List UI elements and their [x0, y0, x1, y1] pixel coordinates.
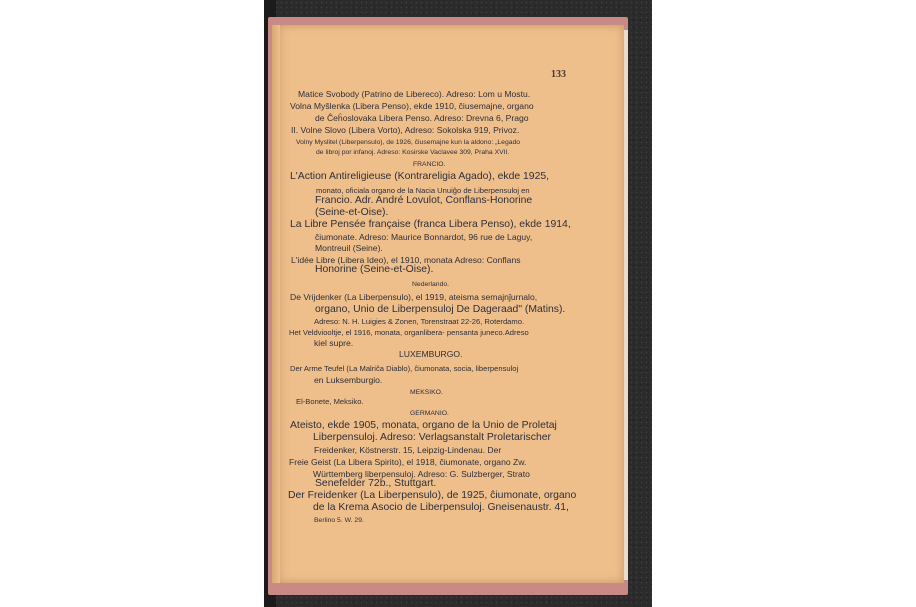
entry-line: Berlino 5. W. 29.: [314, 517, 364, 524]
section-heading-nederlando: Nederlando.: [412, 281, 450, 288]
entry-line: Honorine (Seine-et-Oise).: [315, 264, 434, 275]
entry-line: Der Arme Teufel (La Malriĉa Diablo), ĉiumonata, socia, liberpensuloj: [290, 364, 519, 373]
entry-line: La Libre Pensée française (franca Libera Penso), ekde 1914,: [290, 219, 571, 230]
entry-line: de libroj por infanoj. Adreso: Kosirske Vaclavee 309, Praha XVII.: [316, 149, 510, 156]
entry-line: (Seine-et-Oise).: [315, 207, 389, 218]
entry-line: de Ĉeĥoslovaka Libera Penso. Adreso: Drevna 6, Prago: [315, 113, 529, 123]
entry-line: Liberpensuloj. Adreso: Verlagsanstalt Proletarischer: [313, 432, 551, 443]
entry-line: Montreuil (Seine).: [315, 243, 383, 253]
section-heading-francio: FRANCIO.: [413, 161, 446, 168]
section-heading-meksiko: MEKSIKO.: [410, 389, 443, 396]
entry-line: organo, Unio de Liberpensuloj De Dageraad" (Matins).: [315, 304, 566, 315]
entry-line: Ateisto, ekde 1905, monata, organo de la Unio de Proletaj: [290, 420, 557, 431]
entry-line: Freie Geist (La Libera Spirito), el 1918, ĉiumonate, organo Zw.: [289, 457, 527, 467]
entry-line: Württemberg liberpensuloj. Adreso: G. Sulzberger, Strato: [313, 469, 530, 479]
entry-line: II. Volne Slovo (Libera Vorto), Adreso: Sokolska 919, Privoz.: [291, 125, 520, 135]
entry-line: Matice Svobody (Patrino de Libereco). Adreso: Lom u Mostu.: [298, 89, 531, 99]
entry-line: ĉiumonate. Adreso: Maurice Bonnardot, 96 rue de Laguy,: [315, 232, 533, 242]
page-fore-edge: [624, 30, 628, 580]
section-heading-germanio: GERMANIO.: [410, 410, 449, 417]
entry-line: Senefelder 72b., Stuttgart.: [315, 478, 437, 489]
entry-line: Volna Myšlenka (Libera Penso), ekde 1910, ĉiusemajne, organo: [290, 101, 534, 111]
entry-line: Francio. Adr. André Lovulot, Conflans-Honorine: [315, 195, 533, 206]
entry-line: kiel supre.: [314, 338, 354, 348]
entry-line: Der Freidenker (La Liberpensulo), de 1925, ĉiumonate, organo: [288, 490, 577, 501]
entry-line: Volny Myslitel (Liberpensulo), de 1926, ĉiusemajne kun la aldono: „Legado: [296, 139, 521, 146]
section-heading-luxemburgo: LUXEMBURGO.: [399, 349, 463, 359]
entry-line: Adreso: N. H. Luigies & Zonen, Torenstraat 22-26, Roterdamo.: [314, 317, 525, 326]
page-number: 133: [551, 69, 566, 80]
entry-line: de la Krema Asocio de Liberpensuloj. Gneisenaustr. 41,: [313, 502, 569, 513]
entry-line: De Vrijdenker (La Liberpensulo), el 1919, ateisma semajnĵurnalo,: [290, 292, 538, 302]
entry-line: L'Action Antireligieuse (Kontrareligia Agado), ekde 1925,: [290, 171, 550, 182]
entry-line: Het Veldviooltje, el 1916, monata, organlibera- pensanta juneco.Adreso: [289, 328, 529, 337]
entry-line: en Luksemburgio.: [314, 375, 383, 385]
entry-line: L'idée Libre (Libera Ideo), el 1910, monata Adreso: Conflans: [291, 255, 521, 265]
entry-line: monato, oficiala organo de la Nacia Unuiĝo de Liberpensuloj en: [316, 186, 530, 195]
page-gutter: [272, 25, 280, 583]
entry-line: Freidenker, Köstnerstr. 15, Leipzig-Lindenau. Der: [314, 445, 502, 455]
entry-line: El-Bonete, Meksiko.: [296, 397, 364, 406]
